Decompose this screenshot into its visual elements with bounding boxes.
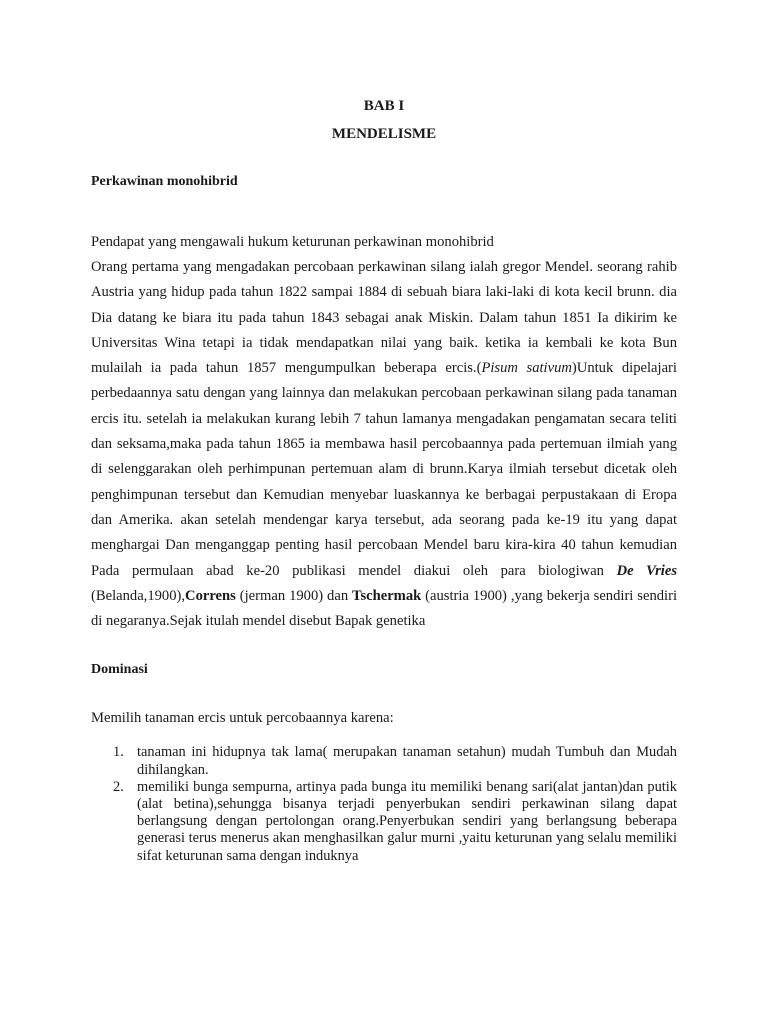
- list-item: [91, 779, 677, 865]
- document-page: [91, 86, 677, 865]
- species-name: Pisum sativum: [481, 360, 572, 377]
- scientist-correns: Correns: [185, 587, 236, 604]
- paragraph-text: (austria 1900) ,yang bekerja sendiri sendiri di negaranya.Sejak itulah mendel disebut Bapak genetika: [91, 587, 678, 630]
- list-item: [91, 744, 677, 778]
- list-text: memiliki bunga sempurna, artinya pada bunga itu memiliki benang sari(alat jantan)dan putik (alat betina),sehungga bisanya terjadi penyerbukan sendiri perkawinan silang dapat berlangsung dengan pertolongan orang.Penyerbukan sendiri yang berlangsung beberapa generasi terus menerus akan menghasilkan galur murni ,yaitu keturunan yang selalu memiliki sifat keturunan sama dengan induknya: [137, 778, 677, 864]
- list-text: tanaman ini hidupnya tak lama( merupakan tanaman setahun) mudah Tumbuh dan Mudah dihilangkan.: [137, 744, 677, 778]
- chapter-title: MENDELISME: [331, 126, 437, 142]
- reasons-list: [91, 744, 677, 864]
- chapter-label: BAB I: [363, 98, 405, 114]
- paragraph-text: (jerman 1900) dan: [235, 587, 353, 604]
- paragraph-text: )Untuk dipelajari perbedaannya satu dengan yang lainnya dan melakukan percobaan perkawinan silang pada tanaman ercis itu. setelah ia melakukan kurang lebih 7 tahun lamanya mengadakan pengamatan secara teliti dan seksama,maka pada tahun 1865 ia membawa hasil percobaannya pada pertemuan ilmiah yang di selenggarakan oleh perhimpunan pertemuan alam di brunn.Karya ilmiah tersebut dicetak oleh penghimpunan tersebut dan Kemudian menyebar luaskannya ke berbagai perpustakaan di Eropa dan Amerika. akan setelah mendengar karya tersebut, ada seorang pada ke-19 itu yang dapat menghargai Dan menganggap penting hasil percobaan Mendel baru kira-kira 40 tahun kemudian Pada permulaan abad ke-20 publikasi mendel diakui oleh para biologiwan: [91, 360, 677, 579]
- body-paragraph-mendel: [91, 255, 677, 634]
- scientist-devries: De Vries: [616, 562, 677, 579]
- section-intro-line: Pendapat yang mengawali hukum keturunan perkawinan monohibrid: [91, 234, 494, 250]
- section-title-dominasi: Dominasi: [91, 662, 148, 678]
- dominasi-intro: Memilih tanaman ercis untuk percobaannya karena:: [91, 710, 394, 727]
- list-number: 2.: [113, 778, 124, 795]
- paragraph-text: Orang pertama yang mengadakan percobaan perkawinan silang ialah gregor Mendel. seorang rahib Austria yang hidup pada tahun 1822 sampai 1884 di sebuah biara laki-laki di kota kecil brunn. dia Dia datang ke biara itu pada tahun 1843 sebagai anak Miskin. Dalam tahun 1851 Ia dikirim ke Universitas Wina tetapi ia tidak mendapatkan nilai yang baik. ketika ia kembali ke kota Bun mulailah ia pada tahun 1857 mengumpulkan beberapa ercis.(: [91, 259, 677, 377]
- list-number: 1.: [113, 744, 124, 761]
- section-title-monohibrid: Perkawinan monohibrid: [91, 174, 238, 189]
- scientist-tschermak: Tschermak: [352, 587, 422, 604]
- paragraph-text: (Belanda,1900),: [91, 587, 186, 604]
